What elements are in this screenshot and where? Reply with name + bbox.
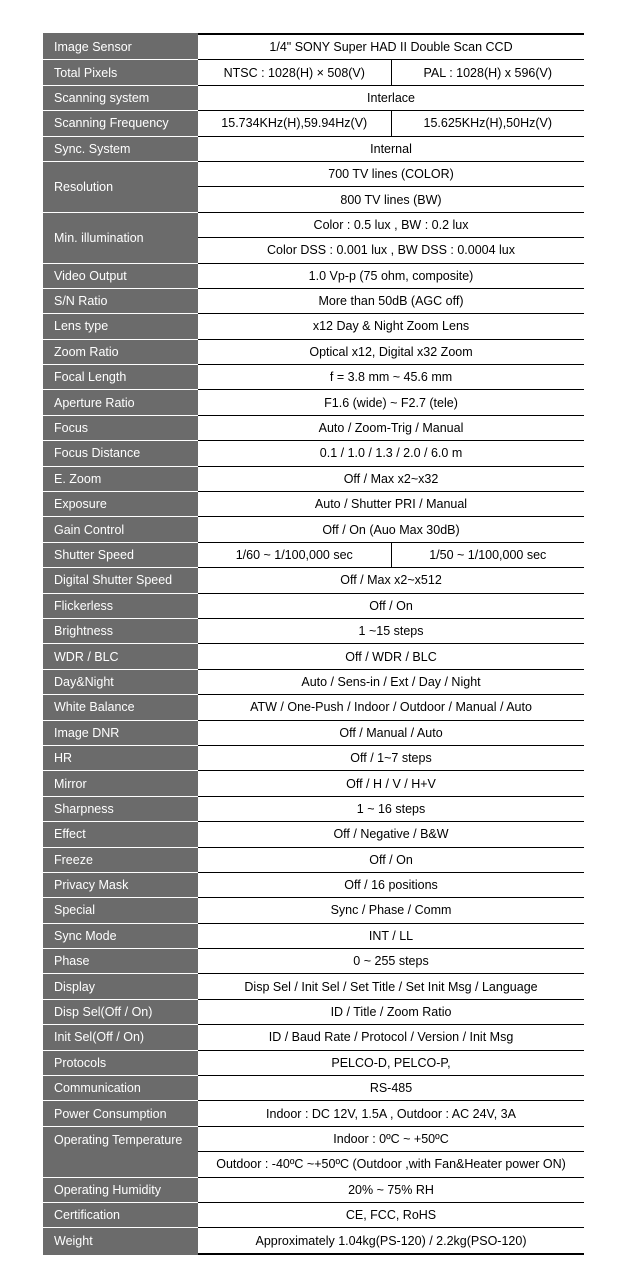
table-row [43,1025,584,1050]
table-row [43,720,584,745]
spec-value: More than 50dB (AGC off) [198,288,584,313]
spec-label: Flickerless [43,593,198,618]
spec-label: S/N Ratio [43,288,198,313]
spec-value: 1 ~15 steps [198,618,584,643]
spec-value: PELCO-D, PELCO-P, [198,1050,584,1075]
spec-value: 0.1 / 1.0 / 1.3 / 2.0 / 6.0 m [198,441,584,466]
spec-value: Auto / Shutter PRI / Manual [198,492,584,517]
spec-value: Off / Max x2~x512 [198,568,584,593]
spec-value: Off / On (Auo Max 30dB) [198,517,584,542]
table-row [43,60,584,85]
table-row [43,212,584,237]
table-row [43,542,584,567]
spec-value: RS-485 [198,1076,584,1101]
spec-label: Focal Length [43,365,198,390]
spec-value: Off / On [198,593,584,618]
spec-value: F1.6 (wide) ~ F2.7 (tele) [198,390,584,415]
table-row [43,822,584,847]
spec-value: Optical x12, Digital x32 Zoom [198,339,584,364]
spec-label: Operating Humidity [43,1177,198,1202]
spec-label: Phase [43,949,198,974]
spec-value-pal: 1/50 ~ 1/100,000 sec [391,542,584,567]
table-row [43,618,584,643]
spec-label: Effect [43,822,198,847]
table-row [43,593,584,618]
table-row [43,161,584,186]
table-row [43,974,584,999]
spec-label: Resolution [43,161,198,212]
spec-label: Freeze [43,847,198,872]
spec-value: x12 Day & Night Zoom Lens [198,314,584,339]
spec-value-pal: PAL : 1028(H) x 596(V) [391,60,584,85]
spec-label: Focus Distance [43,441,198,466]
spec-value: Approximately 1.04kg(PS-120) / 2.2kg(PSO-120) [198,1228,584,1254]
spec-value: ATW / One-Push / Indoor / Outdoor / Manual / Auto [198,695,584,720]
table-row [43,390,584,415]
spec-value: 0 ~ 255 steps [198,949,584,974]
spec-label: Digital Shutter Speed [43,568,198,593]
spec-label: Image Sensor [43,34,198,60]
table-row [43,644,584,669]
spec-value: Indoor : 0ºC ~ +50ºC [198,1126,584,1151]
table-row [43,288,584,313]
spec-value: Off / On [198,847,584,872]
spec-label: Privacy Mask [43,872,198,897]
table-row [43,1101,584,1126]
spec-label: Day&Night [43,669,198,694]
spec-value: INT / LL [198,923,584,948]
table-row [43,669,584,694]
spec-value-ntsc: NTSC : 1028(H) × 508(V) [198,60,391,85]
spec-value: Color DSS : 0.001 lux , BW DSS : 0.0004 lux [198,238,584,263]
table-row [43,695,584,720]
table-row [43,771,584,796]
spec-value: Auto / Zoom-Trig / Manual [198,415,584,440]
spec-label: Shutter Speed [43,542,198,567]
table-row [43,568,584,593]
table-row [43,466,584,491]
table-row [43,34,584,60]
spec-value: Off / H / V / H+V [198,771,584,796]
spec-label: WDR / BLC [43,644,198,669]
spec-value: 800 TV lines (BW) [198,187,584,212]
spec-label: E. Zoom [43,466,198,491]
table-row [43,441,584,466]
spec-value: 20% ~ 75% RH [198,1177,584,1202]
spec-value: CE, FCC, RoHS [198,1202,584,1227]
spec-label: Video Output [43,263,198,288]
spec-label: Focus [43,415,198,440]
spec-label: HR [43,745,198,770]
spec-label: Special [43,898,198,923]
spec-value: Disp Sel / Init Sel / Set Title / Set Init Msg / Language [198,974,584,999]
spec-value: 1 ~ 16 steps [198,796,584,821]
table-row [43,517,584,542]
spec-value: 700 TV lines (COLOR) [198,161,584,186]
table-row [43,365,584,390]
spec-label: Display [43,974,198,999]
spec-table [43,33,584,1255]
table-row [43,339,584,364]
table-row [43,111,584,136]
spec-label: Sync Mode [43,923,198,948]
spec-value: Off / Manual / Auto [198,720,584,745]
spec-label: Sync. System [43,136,198,161]
table-row [43,999,584,1024]
spec-label: Gain Control [43,517,198,542]
spec-label: Aperture Ratio [43,390,198,415]
spec-label: Lens type [43,314,198,339]
spec-label: Protocols [43,1050,198,1075]
spec-value: Off / WDR / BLC [198,644,584,669]
spec-label: Scanning system [43,85,198,110]
spec-label: Brightness [43,618,198,643]
spec-label: Image DNR [43,720,198,745]
table-row [43,1050,584,1075]
spec-label: White Balance [43,695,198,720]
spec-value: Off / Negative / B&W [198,822,584,847]
spec-label: Disp Sel(Off / On) [43,999,198,1024]
spec-label: Weight [43,1228,198,1254]
spec-value: Sync / Phase / Comm [198,898,584,923]
spec-value: ID / Title / Zoom Ratio [198,999,584,1024]
spec-label: Operating Temperature [43,1126,198,1177]
table-row [43,415,584,440]
table-row [43,923,584,948]
spec-label: Total Pixels [43,60,198,85]
table-row [43,1202,584,1227]
spec-label: Min. illumination [43,212,198,263]
spec-value: Indoor : DC 12V, 1.5A , Outdoor : AC 24V, 3A [198,1101,584,1126]
spec-value: Off / 1~7 steps [198,745,584,770]
spec-value: ID / Baud Rate / Protocol / Version / Init Msg [198,1025,584,1050]
spec-value: Off / 16 positions [198,872,584,897]
spec-label: Sharpness [43,796,198,821]
spec-label: Scanning Frequency [43,111,198,136]
table-row [43,796,584,821]
spec-label: Communication [43,1076,198,1101]
spec-label: Exposure [43,492,198,517]
spec-value: Color : 0.5 lux , BW : 0.2 lux [198,212,584,237]
table-row [43,136,584,161]
table-row [43,85,584,110]
table-row [43,898,584,923]
table-row [43,847,584,872]
spec-value: Outdoor : -40ºC ~+50ºC (Outdoor ,with Fan&Heater power ON) [198,1152,584,1177]
spec-label: Mirror [43,771,198,796]
spec-value-ntsc: 15.734KHz(H),59.94Hz(V) [198,111,391,136]
spec-value: 1/4" SONY Super HAD II Double Scan CCD [198,34,584,60]
spec-value: Interlace [198,85,584,110]
table-row [43,263,584,288]
spec-label: Certification [43,1202,198,1227]
table-row [43,1177,584,1202]
spec-label: Power Consumption [43,1101,198,1126]
spec-label: Zoom Ratio [43,339,198,364]
spec-value-ntsc: 1/60 ~ 1/100,000 sec [198,542,391,567]
table-row [43,745,584,770]
table-row [43,1076,584,1101]
table-row [43,1126,584,1151]
table-row [43,314,584,339]
spec-value: Off / Max x2~x32 [198,466,584,491]
table-row [43,1228,584,1254]
spec-value: 1.0 Vp-p (75 ohm, composite) [198,263,584,288]
table-row [43,949,584,974]
spec-value: Auto / Sens-in / Ext / Day / Night [198,669,584,694]
spec-value: Internal [198,136,584,161]
table-row [43,492,584,517]
spec-label: Init Sel(Off / On) [43,1025,198,1050]
spec-value-pal: 15.625KHz(H),50Hz(V) [391,111,584,136]
table-row [43,872,584,897]
spec-value: f = 3.8 mm ~ 45.6 mm [198,365,584,390]
